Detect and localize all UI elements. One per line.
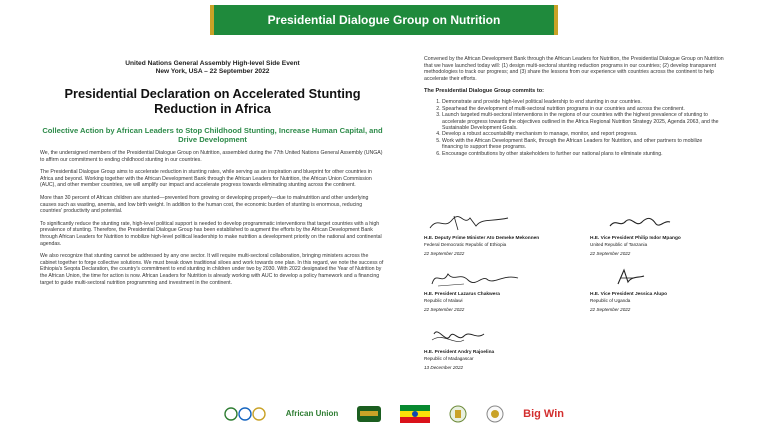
big-win-logo [523, 409, 564, 420]
year-of-nutrition-logo [356, 404, 382, 424]
event-line-2: New York, USA – 22 September 2022 [155, 68, 270, 75]
commitment-item: 6. Encourage contributions by other stakeholders to further our national plans to eliminate stunting. [442, 151, 724, 157]
seal-icon [485, 404, 505, 424]
partner-emblems-logo [224, 406, 268, 422]
signatures-area [424, 212, 744, 392]
paragraph-5: We also recognize that stunting cannot be addressed by any one sector. It will require multi-sectoral collaboration, bringing ministers across the cabinet together to forge collective solutions. We must break down traditional siloes and work towards one plan. In this regard, we note the success of Ethiopia's Seqota Declaration, the country's commitment to end stunting in children under two by 2030. With 2022 designated the Year of Nutrition by the African Union, the time for action is now. African Leaders for Nutrition is already working with AUC to develop a policy framework and a financing target to guide multi-sectoral nutrition programming and investment in the continent. [40, 253, 384, 286]
declaration-subtitle: Collective Action by African Leaders to Stop Childhood Stunting, Increase Human Capital, and Drive Development [42, 126, 383, 144]
ethiopia-flag [400, 405, 430, 423]
handwritten-signature [590, 212, 680, 234]
paragraph-4: To significantly reduce the stunting rate, high-level political support is needed to develop programmatic interventions that target countries with a high prevalence of stunting. Therefore, the Presidential Dialogue Group has been established to augment the efforts by the African Development Bank through African Leaders for Nutrition to mobilize high-level political leadership to make nutrition a development priority on the national and continental agendas. [40, 220, 382, 247]
signature-block [590, 212, 740, 256]
signature-date: 13 December 2022 [424, 364, 464, 370]
signature-date: 22 September 2022 [590, 306, 631, 312]
handwritten-signature [590, 266, 680, 290]
signatory-name: H.E. Vice President Philip Isdor Mpango [590, 236, 681, 241]
event-line-1: United Nations General Assembly High-level Side Event [125, 60, 300, 67]
commitments-list [424, 99, 724, 157]
paragraph-3: More than 30 percent of African children are stunted—prevented from growing or developing properly—due to malnutrition and other underlying causes such as wasting, anemia, and low birth weight. In addition to the human cost, the economic burden of stunting is enormous, reducing countries' productivity and potential. [40, 194, 369, 215]
emblem-icon [224, 406, 268, 422]
ethiopia-flag-icon [400, 405, 430, 423]
partner-logos-row [224, 400, 564, 428]
commitment-item: 2. Spearhead the development of multi-sectoral nutrition programs in our countries and across the continent. [442, 106, 724, 112]
signatory-name: H.E. President Lazarus Chakwera [424, 292, 500, 297]
signatory-country: Republic of Uganda [590, 298, 631, 303]
paragraph-1: We, the undersigned members of the Presidential Dialogue Group on Nutrition, assembled during the 77th United Nations General Assembly (UNGA) to affirm our commitment to ending childhood stunting in our countries. [40, 150, 383, 163]
commitment-item: 5. Work with the African Development Bank, through the African Leaders for Nutrition, and other partners to mobilize financing to support these programs. [442, 138, 724, 151]
paragraph-2: The Presidential Dialogue Group aims to accelerate reduction in stunting rates, while serving as an inspiration and blueprint for other countries in Africa and beyond. Working together with the African Development Bank through the African Leaders for Nutrition, the African Union Commission (AUC), and other member countries, we will amplify our impact and accelerate progress towards eliminating stunting across the continent. [40, 169, 372, 189]
handwritten-signature [424, 324, 514, 348]
signatory-country: Federal Democratic Republic of Ethiopia [424, 242, 507, 247]
commitment-item: 3. Launch targeted multi-sectoral interventions in the regions of our countries with the highest prevalence of stunting to accelerate progress towards the objectives outlined in the Africa Regional Nutrition Strategy 2025, Agenda 2063, and the Sustainable Development Goals. [442, 112, 724, 131]
signatory-name: H.E. President Andry Rajoelina [424, 350, 495, 355]
seal-logo [485, 404, 505, 424]
banner-title: Presidential Dialogue Group on Nutrition [267, 13, 501, 27]
header-banner [210, 5, 558, 35]
signatory-country: United Republic of Tanzania [590, 242, 648, 247]
signature-date: 22 September 2022 [424, 306, 465, 312]
declaration-right-column [424, 56, 724, 157]
signature-block [424, 212, 574, 256]
declaration-left-column [40, 60, 385, 291]
declaration-title: Presidential Declaration on Accelerated Stunting Reduction in Africa [64, 86, 361, 116]
signatory-name: H.E. Deputy Prime Minister Ato Demeke Mekonnen [424, 236, 540, 241]
tanzania-coat-of-arms [448, 404, 468, 424]
big-win-text: Big Win [523, 407, 564, 420]
signature-date: 22 September 2022 [424, 250, 465, 256]
signature-block [590, 266, 740, 312]
signatory-country: Republic of Malawi [424, 298, 463, 303]
signatory-name: H.E. Vice President Jessica Alupo [590, 292, 668, 297]
coat-of-arms-icon [448, 404, 468, 424]
commitments-heading: The Presidential Dialogue Group commits to: [424, 88, 544, 95]
commitment-item: 4. Develop a robust accountability mechanism to manage, monitor, and report progress. [442, 131, 724, 137]
handwritten-signature [424, 266, 524, 290]
intro-paragraph: Convened by the African Development Bank through the African Leaders for Nutrition, the Presidential Dialogue Group on Nutrition that we have launched today will: (1) design multi-sectoral stunting reduction programs in our countries; (2) develop transparent methodologies to track our progress; and (3) share the lessons from our experience with countries across the continent to help accelerate their efforts. [424, 56, 724, 82]
african-union-logo [286, 410, 338, 418]
signature-date: 22 September 2022 [590, 250, 631, 256]
african-union-text: African Union [285, 409, 339, 418]
commitment-item: 1. Demonstrate and provide high-level political leadership to end stunting in our countries. [442, 99, 724, 105]
year-of-nutrition-emblem-icon [356, 404, 382, 424]
signature-block [424, 266, 574, 312]
handwritten-signature [424, 212, 514, 234]
signature-block [424, 324, 574, 370]
signatory-country: Republic of Madagascar [424, 356, 474, 361]
